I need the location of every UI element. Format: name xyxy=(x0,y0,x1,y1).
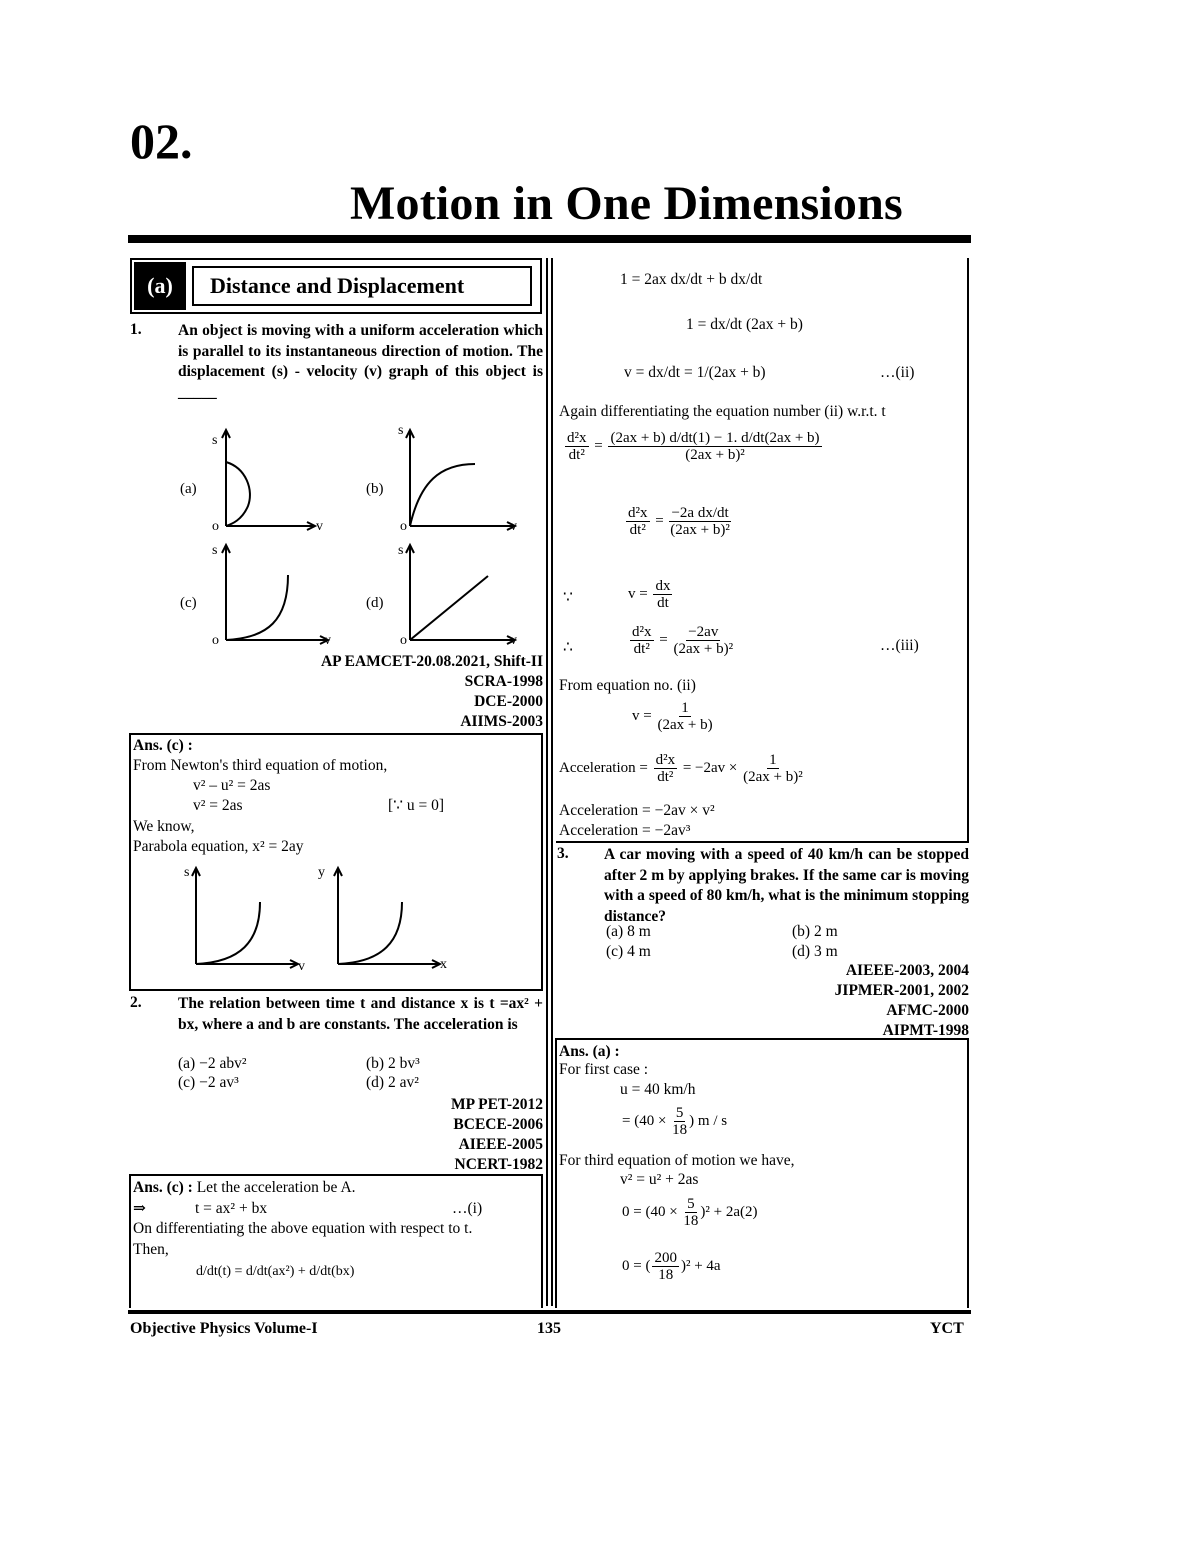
equation-note: [∵ u = 0] xyxy=(388,797,445,814)
footer-publisher: YCT xyxy=(930,1320,964,1337)
option-label: (c) xyxy=(180,595,197,611)
answer-line: Then, xyxy=(133,1241,169,1258)
option: (a) 8 m xyxy=(606,923,651,940)
because-symbol: ∵ xyxy=(563,589,573,606)
answer-box-bottom xyxy=(556,841,969,843)
equation: 1 = 2ax dx/dt + b dx/dt xyxy=(620,271,763,288)
origin-label: o xyxy=(212,519,219,534)
equation: 1 = dx/dt (2ax + b) xyxy=(686,316,803,333)
section-title: Distance and Displacement xyxy=(192,266,532,306)
equation-tag: …(iii) xyxy=(880,637,919,654)
axis-label: s xyxy=(398,423,404,438)
equation-tag: …(i) xyxy=(452,1200,483,1217)
curve-c xyxy=(226,575,288,640)
answer-line: For third equation of motion we have, xyxy=(559,1152,795,1169)
equation: d/dt(t) = d/dt(ax²) + d/dt(bx) xyxy=(196,1264,355,1279)
axis-label: v xyxy=(510,633,517,648)
column-divider xyxy=(551,258,553,1306)
axis-label: v xyxy=(316,519,323,534)
q1-graphs xyxy=(170,420,545,650)
axis-label: s xyxy=(212,433,218,448)
exam-sources: AP EAMCET-20.08.2021, Shift-II SCRA-1998 DCE-2000 AIIMS-2003 xyxy=(320,653,543,730)
equation: v² = 2as xyxy=(193,797,243,814)
option: (d) 3 m xyxy=(792,943,838,960)
equation: $\frac{\text{d²x}}{\text{dt²}}$ = $\frac{-2av}{\text{(2ax + b)²}}$ xyxy=(632,624,734,657)
exam-sources: MP PET-2012 BCECE-2006 AIEEE-2005 NCERT-1982 xyxy=(450,1096,543,1173)
question-number: 2. xyxy=(130,994,142,1011)
option-label: (a) xyxy=(180,481,197,497)
therefore-symbol: ∴ xyxy=(563,639,573,656)
question-text: An object is moving with a uniform acceleration which is parallel to its instantaneous direction of motion. The displacement (s) - velocity (v) graph of this object is _____ xyxy=(178,322,543,401)
equation: u = 40 km/h xyxy=(620,1081,696,1098)
option: (b) 2 m xyxy=(792,923,838,940)
option-label: (d) xyxy=(366,595,384,611)
footer-book-title: Objective Physics Volume-I xyxy=(130,1320,318,1337)
equation-tag: …(ii) xyxy=(880,364,915,381)
equation: Acceleration = −2av³ xyxy=(559,822,691,839)
equation: 0 = ( $\frac{200}{18}$ )² + 4a xyxy=(622,1250,721,1283)
answer-head: Ans. (c) : xyxy=(133,737,193,754)
equation: v = dx/dt = 1/(2ax + b) xyxy=(624,364,766,381)
equation: Acceleration = −2av × v² xyxy=(559,802,715,819)
option: (b) 2 bv³ xyxy=(366,1055,420,1072)
origin-label: o xyxy=(400,519,407,534)
svg-text:y: y xyxy=(318,865,325,880)
equation: v² – u² = 2as xyxy=(193,777,271,794)
equation: 0 = (40 × $\frac{5}{18}$ )² + 2a(2) xyxy=(622,1196,758,1229)
question-text: The relation between time t and distance x is t =ax² + bx, where a and b are constants. The acceleration is xyxy=(178,995,543,1033)
chapter-title: Motion in One Dimensions xyxy=(350,177,903,230)
answer-line: Again differentiating the equation number (ii) w.r.t. t xyxy=(559,403,886,420)
equation: t = ax² + bx xyxy=(195,1200,268,1217)
column-divider xyxy=(546,258,548,1306)
line-d xyxy=(410,576,488,640)
parabola-graphs xyxy=(178,860,478,975)
curve-b xyxy=(410,464,475,526)
section-label: (a) xyxy=(134,262,186,310)
answer-line: On differentiating the above equation with respect to t. xyxy=(133,1220,473,1237)
implies-arrow: ⇒ xyxy=(133,1200,146,1217)
answer-line: Ans. (c) : Let the acceleration be A. xyxy=(133,1179,356,1196)
svg-text:v: v xyxy=(298,959,305,974)
answer-line: For first case : xyxy=(559,1061,649,1078)
origin-label: o xyxy=(212,633,219,648)
equation: $\frac{\text{d²x}}{\text{dt²}}$ = $\frac{(2ax + b) d/dt(1) - 1. d/dt(2ax + b)}{\text{(2ax + b)²}}$ xyxy=(567,430,820,463)
option: (c) 4 m xyxy=(606,943,651,960)
question-number: 1. xyxy=(130,321,142,338)
axis-label: s xyxy=(398,543,404,558)
axis-label: v xyxy=(324,633,331,648)
equation: = (40 × $\frac{5}{18}$ ) m / s xyxy=(622,1105,728,1138)
right-border xyxy=(967,258,969,842)
answer-line: We know, xyxy=(133,818,195,835)
axis-label: s xyxy=(212,543,218,558)
chapter-number: 02. xyxy=(130,113,193,169)
equation: Acceleration = $\frac{\text{d²x}}{\text{dt²}}$ = −2av × $\frac{1}{\text{(2ax + b)²}}$ xyxy=(559,752,803,785)
answer-line: Parabola equation, x² = 2ay xyxy=(133,838,304,855)
equation: v = $\frac{1}{(2ax + b)}$ xyxy=(632,700,713,733)
option: (d) 2 av² xyxy=(366,1074,419,1091)
curve-a xyxy=(226,462,250,526)
answer-line: From Newton's third equation of motion, xyxy=(133,757,388,774)
top-rule xyxy=(128,235,971,243)
page-number: 135 xyxy=(537,1320,561,1337)
option: (a) −2 abv² xyxy=(178,1055,247,1072)
question-number: 3. xyxy=(557,845,569,862)
svg-text:x: x xyxy=(440,957,447,972)
option: (c) −2 av³ xyxy=(178,1074,239,1091)
answer-line: From equation no. (ii) xyxy=(559,677,696,694)
equation: $\frac{\text{d²x}}{\text{dt²}}$ = $\frac{\text{−2a dx/dt}}{\text{(2ax + b)²}}$ xyxy=(628,505,730,538)
bottom-rule xyxy=(128,1310,971,1314)
origin-label: o xyxy=(400,633,407,648)
axis-label: v xyxy=(510,519,517,534)
equation: v² = u² + 2as xyxy=(620,1171,699,1188)
exam-sources: AIEEE-2003, 2004 JIPMER-2001, 2002 AFMC-2000 AIPMT-1998 xyxy=(834,962,969,1039)
question-text: A car moving with a speed of 40 km/h can be stopped after 2 m by applying brakes. If the same car is moving with a speed of 80 km/h, what is the minimum stopping distance? xyxy=(604,846,969,925)
equation: v = $\frac{dx}{dt}$ xyxy=(628,578,671,611)
svg-text:s: s xyxy=(184,865,190,880)
answer-head: Ans. (a) : xyxy=(559,1043,620,1060)
option-label: (b) xyxy=(366,481,384,497)
